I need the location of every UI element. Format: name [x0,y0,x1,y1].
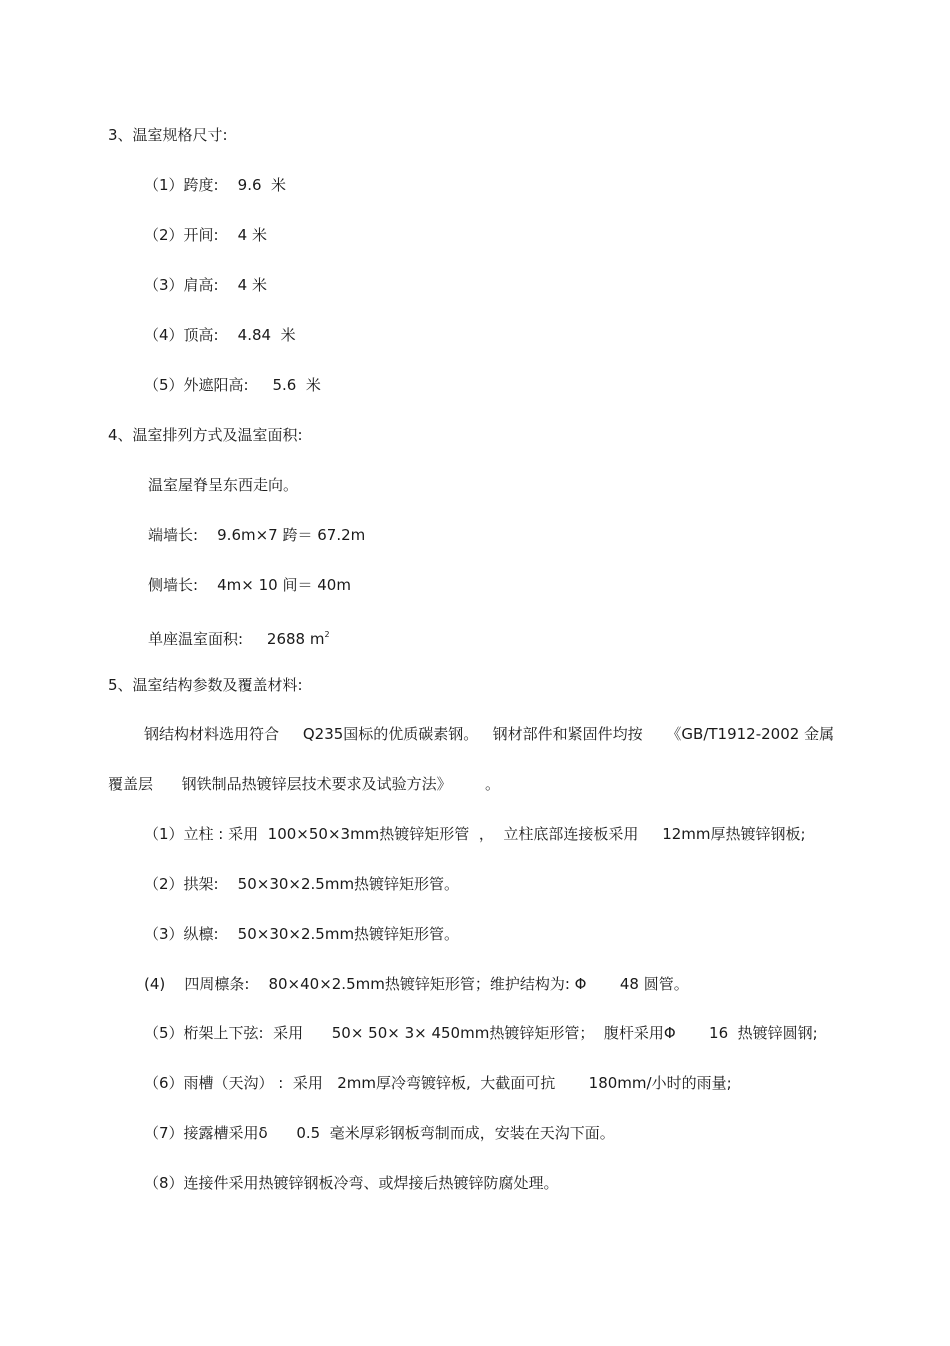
s3-item-ridge-height: （4）顶高: 4.84 米 [144,326,296,344]
section-3-heading: 3、温室规格尺寸: [108,126,228,144]
s3-item-bay: （2）开间: 4 米 [144,226,267,244]
s5-item-gutter: （6）雨槽（天沟） : 采用 2mm厚冷弯镀锌板, 大截面可抗 180mm/小时的雨量; [144,1074,732,1092]
s4-orientation: 温室屋脊呈东西走向。 [148,476,299,494]
s4-area [148,625,330,649]
s5-item-arch: （2）拱架: 50×30×2.5mm热镀锌矩形管。 [144,875,460,893]
s4-area-label: 单座温室面积: 2688 m [148,630,325,648]
s4-end-wall-length: 端墙长: 9.6m×7 跨＝ 67.2m [148,526,366,544]
section-4-heading: 4、温室排列方式及温室面积: [108,426,303,444]
s4-side-wall-length: 侧墙长: 4m× 10 间＝ 40m [148,576,351,594]
section-5-heading: 5、温室结构参数及覆盖材料: [108,676,303,694]
s3-item-shade-height: （5）外遮阳高: 5.6 米 [144,376,321,394]
s3-item-span: （1）跨度: 9.6 米 [144,176,287,194]
s5-item-perimeter-purlin: (4) 四周檩条: 80×40×2.5mm热镀锌矩形管；维护结构为: Φ 48 圆管。 [144,975,689,993]
s4-area-superscript: 2 [324,630,330,639]
s5-item-column: （1）立柱 : 采用 100×50×3mm热镀锌矩形管 ， 立柱底部连接板采用 12mm厚热镀锌钢板; [144,825,806,843]
s3-item-shoulder-height: （3）肩高: 4 米 [144,276,267,294]
s5-paragraph-line-1: 钢结构材料选用符合 Q235国标的优质碳素钢。 钢材部件和紧固件均按 《GB/T1912-2002 金属 [144,725,835,743]
s5-item-truss: （5）桁架上下弦: 采用 50× 50× 3× 450mm热镀锌矩形管； 腹杆采用Φ 16 热镀锌圆钢; [144,1024,818,1042]
s5-item-purlin: （3）纵檩: 50×30×2.5mm热镀锌矩形管。 [144,925,460,943]
s5-paragraph-line-2: 覆盖层 钢铁制品热镀锌层技术要求及试验方法》 。 [108,775,500,793]
s5-item-connectors: （8）连接件采用热镀锌钢板冷弯、或焊接后热镀锌防腐处理。 [144,1174,559,1192]
s5-item-condensate-trough: （7）接露槽采用δ 0.5 毫米厚彩钢板弯制而成，安装在天沟下面。 [144,1124,615,1142]
